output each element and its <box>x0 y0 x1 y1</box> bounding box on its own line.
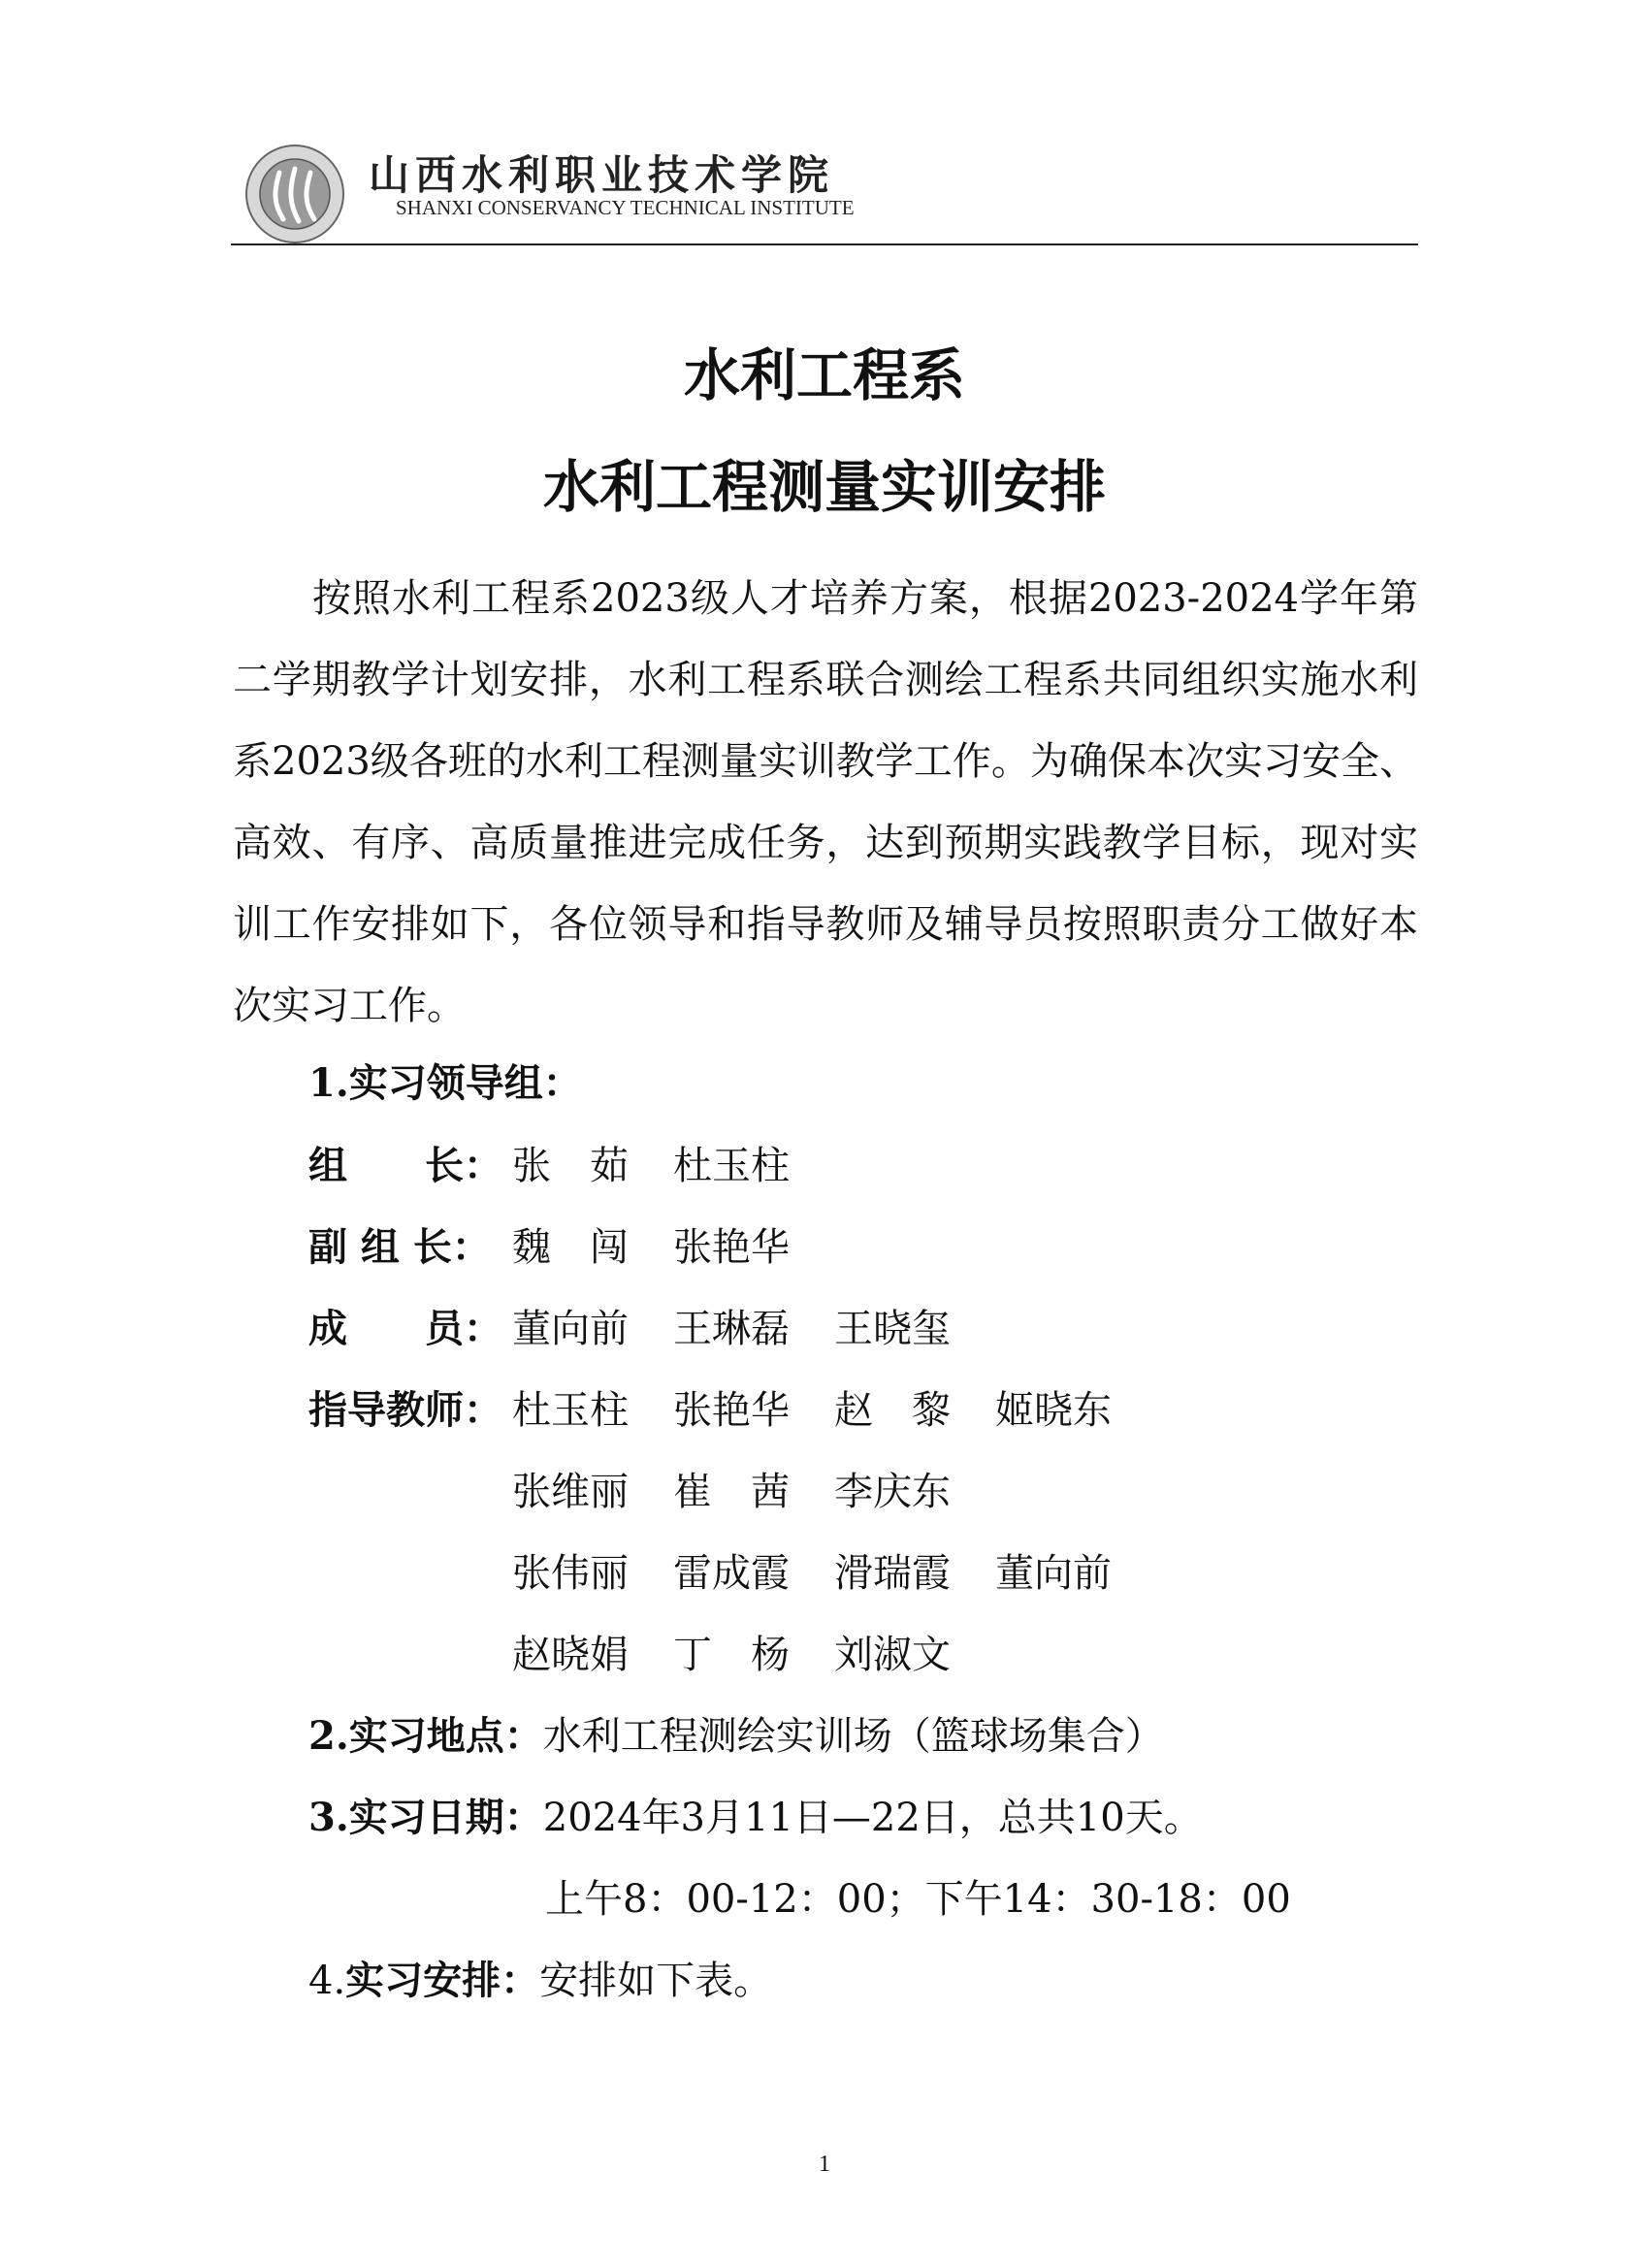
document-title-department: 水利工程系 <box>683 342 965 408</box>
schedule-row <box>308 1950 772 2008</box>
section-leadership-heading: 1.实习领导组： <box>308 1060 582 1106</box>
location-value: 水利工程测绘实训场（篮球场集合） <box>542 1714 1164 1759</box>
teacher-name: 张伟丽 <box>512 1551 629 1596</box>
date-row <box>308 1787 1203 1845</box>
deputy-label: 副 组 长： <box>308 1224 491 1270</box>
location-label: 2.实习地点： <box>308 1713 543 1759</box>
time-value: 上午8：00-12：00；下午14：30-18：00 <box>545 1877 1291 1922</box>
deputy-name: 张艳华 <box>673 1225 790 1270</box>
member-row <box>308 1298 1375 1356</box>
leader-name: 张 茹 <box>512 1144 629 1188</box>
deputy-row <box>308 1216 1375 1275</box>
teacher-name: 姬晓东 <box>995 1388 1112 1433</box>
leader-row <box>308 1135 1375 1193</box>
leader-name: 杜玉柱 <box>673 1144 790 1188</box>
intro-paragraph: 按照水利工程系2023级人才培养方案，根据2023-2024学年第二学期教学计划安排，水利工程系联合测绘工程系共同组织实施水利系2023级各班的水利工程测量实训教学工作。为确保本次实习安全、高效、有序、高质量推进完成任务，达到预期实践教学目标，现对实训工作安排如下，各位领导和指导教师及辅导员按照职责分工做好本次实习工作。 <box>233 576 1418 1028</box>
member-name: 王琳磊 <box>673 1307 790 1351</box>
teacher-name: 刘淑文 <box>834 1633 951 1677</box>
letterhead <box>233 136 1418 243</box>
teacher-row <box>308 1624 1375 1682</box>
member-label: 成 员： <box>308 1306 502 1351</box>
teacher-row <box>308 1461 1375 1519</box>
member-name: 王晓玺 <box>834 1307 951 1351</box>
teacher-label: 指导教师： <box>308 1387 502 1433</box>
schedule-number: 4. <box>308 1959 346 2003</box>
teacher-name: 赵晓娟 <box>512 1633 629 1677</box>
teacher-name: 崔 茜 <box>673 1470 790 1514</box>
location-row <box>308 1705 1164 1764</box>
schedule-label: 实习安排： <box>345 1958 540 2003</box>
schedule-value: 安排如下表。 <box>539 1959 773 2003</box>
teacher-name: 张维丽 <box>512 1470 629 1514</box>
member-name: 董向前 <box>512 1307 629 1351</box>
teacher-name: 雷成霞 <box>673 1551 790 1596</box>
teacher-name: 赵 黎 <box>834 1388 951 1433</box>
teacher-row <box>308 1379 1375 1438</box>
deputy-name: 魏 闯 <box>512 1225 629 1270</box>
header-divider <box>231 243 1418 245</box>
institute-seal-icon <box>244 144 345 244</box>
teacher-name: 李庆东 <box>834 1470 951 1514</box>
teacher-name: 杜玉柱 <box>512 1388 629 1433</box>
teacher-name: 张艳华 <box>673 1388 790 1433</box>
teacher-name: 滑瑞霞 <box>834 1551 951 1596</box>
institute-name-en: SHANXI CONSERVANCY TECHNICAL INSTITUTE <box>396 196 855 219</box>
page-number: 1 <box>819 2152 830 2177</box>
leader-label: 组 长： <box>308 1143 502 1188</box>
date-label: 3.实习日期： <box>308 1795 543 1840</box>
date-value: 2024年3月11日—22日，总共10天。 <box>542 1796 1203 1840</box>
time-row <box>545 1868 1291 1927</box>
institute-name-cn: 山西水利职业技术学院 <box>369 151 835 199</box>
document-title: 水利工程测量实训安排 <box>542 454 1106 520</box>
teacher-name: 丁 杨 <box>673 1633 790 1677</box>
teacher-row <box>308 1542 1375 1601</box>
teacher-name: 董向前 <box>995 1551 1112 1596</box>
